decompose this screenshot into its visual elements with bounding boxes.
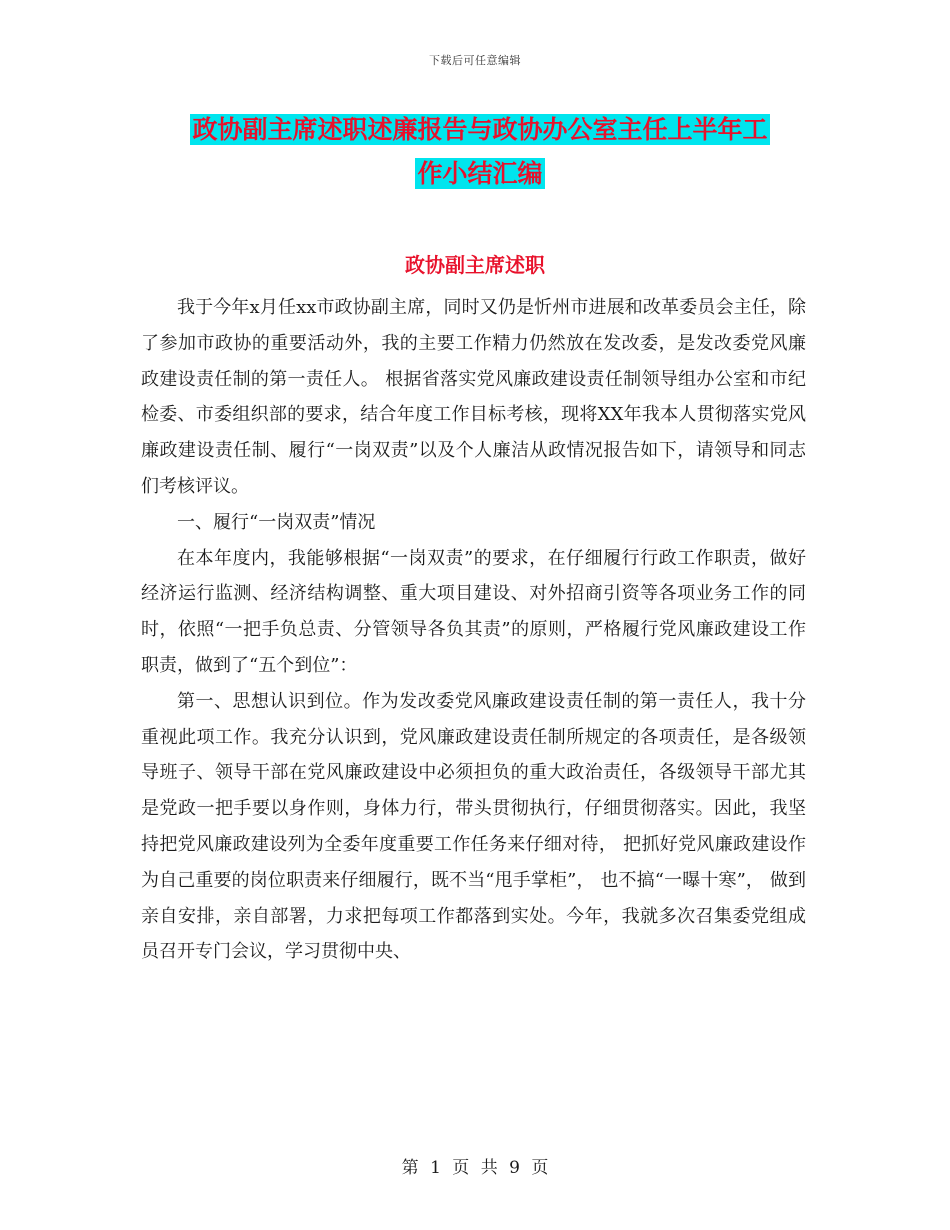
document-title-line-1: 政协副主席述职述廉报告与政协办公室主任上半年工 (192, 115, 768, 144)
paragraph-duties: 在本年度内，我能够根据“一岗双责”的要求，在仔细履行行政工作职责，做好经济运行监测、经济结构调整、重大项目建设、对外招商引资等各项业务工作的同时，依照“一把手负总责、分管领导各负其责”的原则，严格履行党风廉政建设工作职责，做到了“五个到位”： (141, 547, 806, 676)
paragraph-intro: 我于今年x月任xx市政协副主席，同时又仍是忻州市进展和改革委员会主任，除了参加市政协的重要活动外，我的主要工作精力仍然放在发改委，是发改委党风廉政建设责任制的第一责任人。 根据省落实党风廉政建设责任制领导组办公室和市纪检委、市委组织部的要求，结合年度工作目标考核，现将XX年我本人贯彻落实党风廉政建设责任制、履行“一岗双责”以及个人廉洁从政情况报告如下，请领导和同志们考核评议。 (141, 297, 806, 497)
document-title (130, 108, 830, 196)
paragraph-first-point: 第一、思想认识到位。作为发改委党风廉政建设责任制的第一责任人，我十分重视此项工作。我充分认识到，党风廉政建设责任制所规定的各项责任，是各级领导班子、领导干部在党风廉政建设中必须担负的重大政治责任，各级领导干部尤其是党政一把手要以身作则，身体力行，带头贯彻执行，仔细贯彻落实。因此，我坚持把党风廉政建设列为全委年度重要工作任务来仔细对待， 把抓好党风廉政建设作为自己重要的岗位职责来仔细履行，既不当“甩手掌柜”， 也不搞“一曝十寒”， 做到亲自安排，亲自部署，力求把每项工作都落到实处。今年，我就多次召集委党组成员召开专门会议，学习贯彻中央、 (141, 690, 806, 963)
page-number-footer: 第 1 页 共 9 页 (401, 1158, 549, 1178)
page-header-note: 下载后可任意编辑 (429, 54, 521, 67)
document-body (141, 290, 806, 970)
paragraph-heading-duties: 一、履行“一岗双责”情况 (177, 511, 376, 533)
document-title-line-2: 作小结汇编 (417, 159, 543, 188)
section-title: 政协副主席述职 (405, 253, 545, 277)
